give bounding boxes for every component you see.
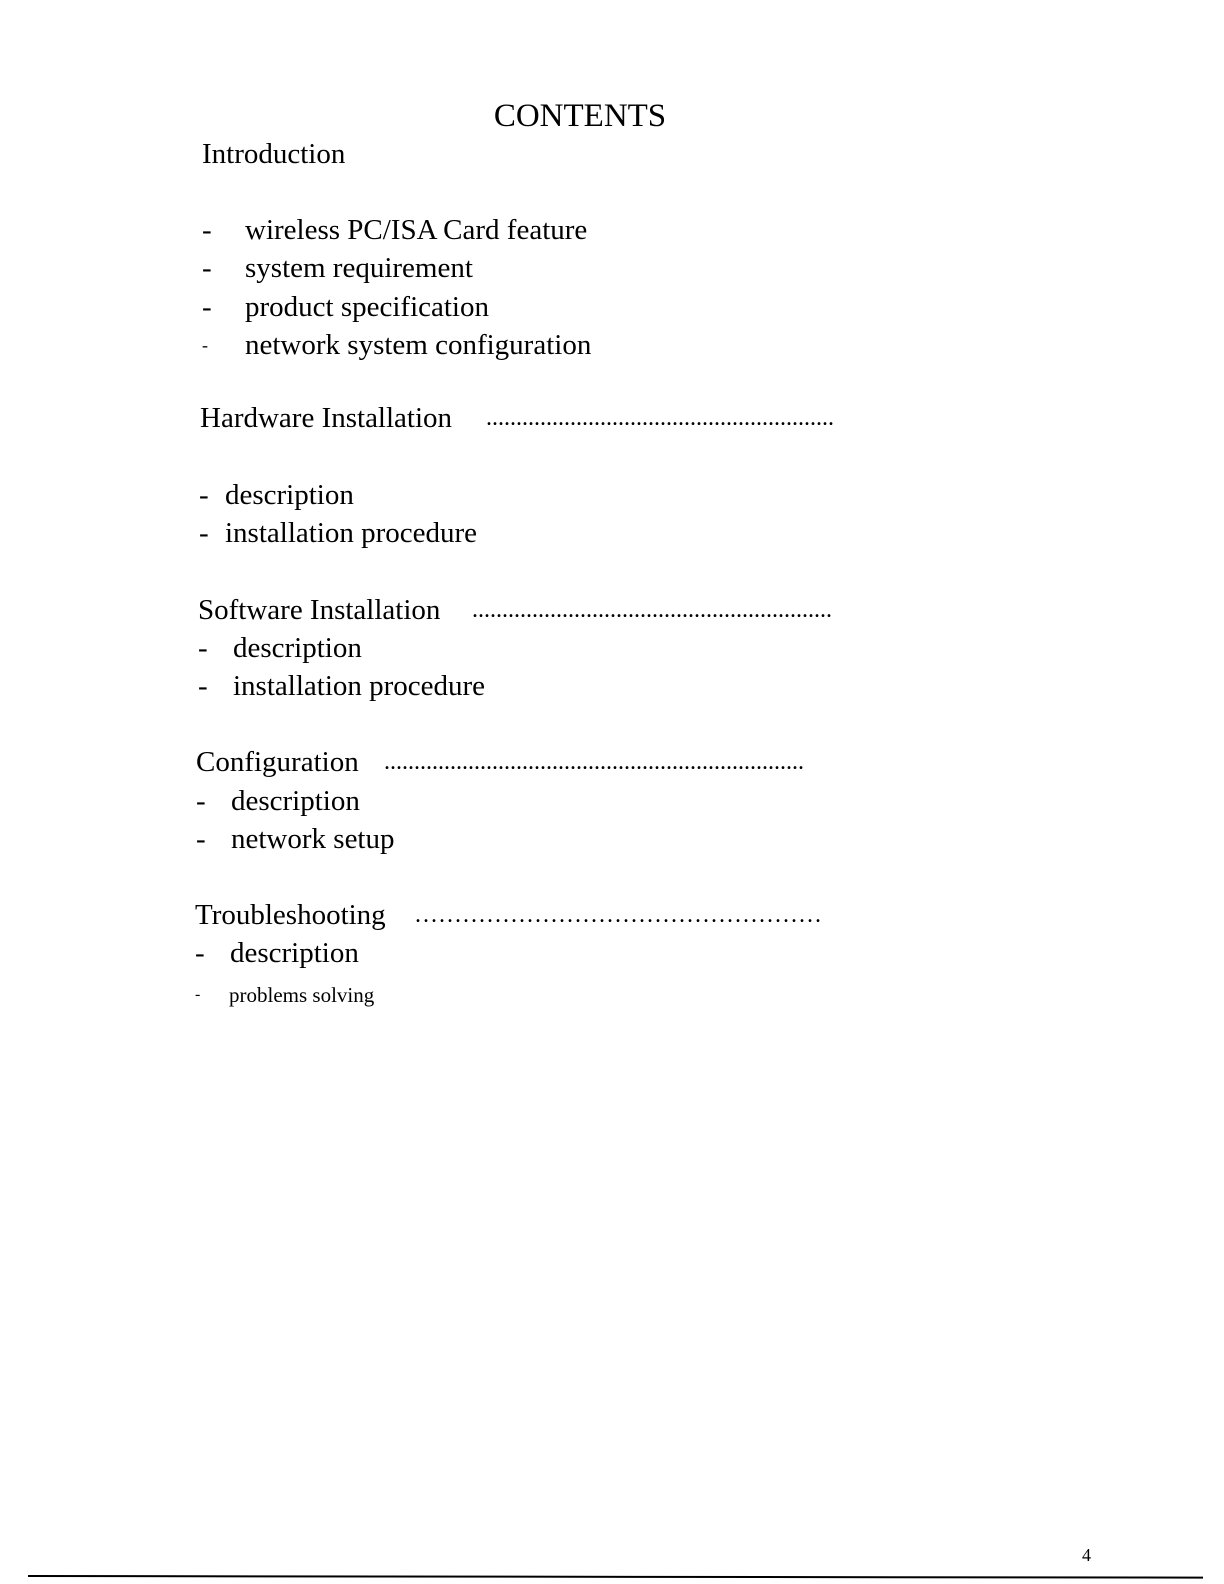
item-text: wireless PC/ISA Card feature <box>245 214 588 246</box>
leader-dots: .......................................................... <box>486 405 834 431</box>
section-heading: Software Installation <box>198 594 441 626</box>
leader-dots: ...................................................................... <box>384 749 804 775</box>
leader-dots: ................................................... <box>415 902 823 928</box>
section-software-installation <box>198 592 980 628</box>
item-text: problems solving <box>229 983 375 1007</box>
item-text: network system configuration <box>245 329 592 361</box>
item-dash: - <box>202 291 212 323</box>
item-dash: - <box>202 335 208 355</box>
section-heading: Configuration <box>196 746 359 778</box>
page-number: 4 <box>1082 1545 1091 1565</box>
section-hardware-installation <box>200 400 980 436</box>
item-text: description <box>225 479 354 511</box>
footer-rule <box>28 1575 1203 1579</box>
item-dash: - <box>202 252 212 284</box>
section-heading: Troubleshooting <box>195 899 386 931</box>
item-dash: - <box>196 823 206 855</box>
leader-dots: ............................................................ <box>472 597 832 623</box>
item-dash: - <box>199 479 209 511</box>
item-dash: - <box>202 214 212 246</box>
item-text: description <box>230 937 359 969</box>
section-heading: Hardware Installation <box>200 402 453 434</box>
item-dash: - <box>195 937 205 969</box>
item-dash: - <box>199 517 209 549</box>
item-text: product specification <box>245 291 489 323</box>
item-text: system requirement <box>245 252 473 284</box>
item-text: network setup <box>231 823 395 855</box>
item-text: installation procedure <box>233 670 486 702</box>
item-dash: - <box>195 986 201 1003</box>
item-dash: - <box>198 670 208 702</box>
section-troubleshooting <box>195 897 980 933</box>
section-configuration <box>196 744 968 780</box>
item-dash: - <box>198 632 208 664</box>
item-text: description <box>231 785 360 817</box>
item-text: description <box>233 632 362 664</box>
page-title: CONTENTS <box>493 98 667 134</box>
section-heading-introduction: Introduction <box>202 138 346 170</box>
item-dash: - <box>196 785 206 817</box>
item-text: installation procedure <box>225 517 478 549</box>
